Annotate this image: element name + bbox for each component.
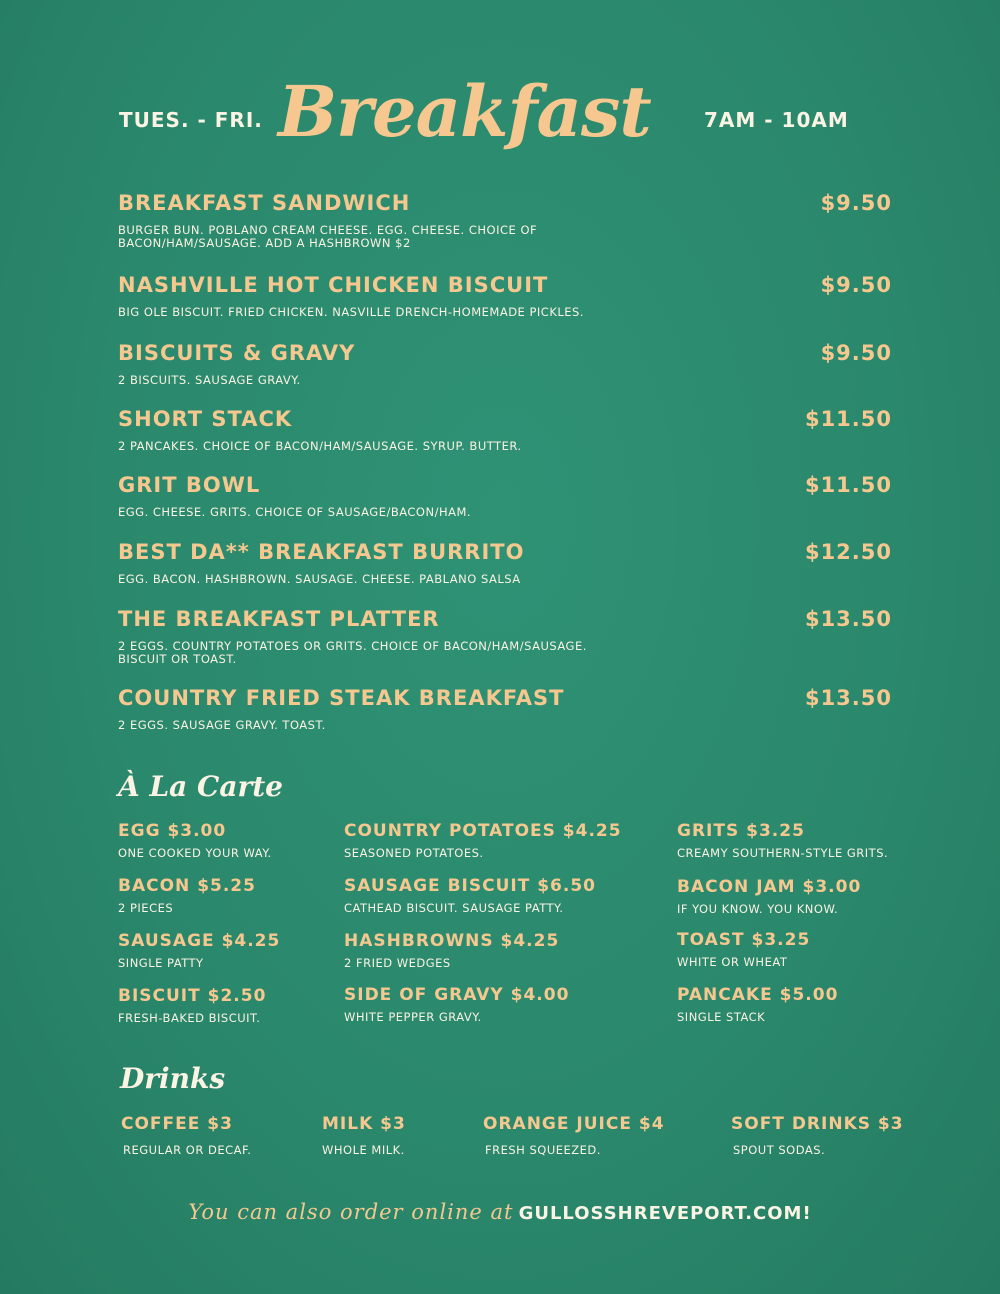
item-name: BACON $5.25: [118, 876, 256, 896]
item-name: BISCUIT $2.50: [118, 986, 267, 1006]
a-la-carte-item: [118, 876, 256, 915]
item-description: FRESH SQUEEZED.: [485, 1143, 601, 1157]
menu-item: [118, 607, 898, 666]
item-price: $13.50: [804, 686, 892, 710]
item-description: 2 FRIED WEDGES: [344, 956, 451, 970]
item-description: EGG. BACON. HASHBROWN. SAUSAGE. CHEESE. PABLANO SALSA: [118, 572, 521, 586]
item-description: 2 EGGS. SAUSAGE GRAVY. TOAST.: [118, 718, 326, 732]
drink-item: [121, 1114, 251, 1157]
item-description: 2 PIECES: [118, 901, 174, 915]
item-name: COUNTRY POTATOES $4.25: [344, 821, 622, 841]
a-la-carte-title: À La Carte: [118, 770, 283, 803]
item-name: SHORT STACK: [118, 407, 293, 431]
item-description: ONE COOKED YOUR WAY.: [118, 846, 272, 860]
item-name: BREAKFAST SANDWICH: [118, 191, 411, 215]
menu-item: [118, 191, 898, 250]
item-name: BEST DA** BREAKFAST BURRITO: [118, 540, 525, 564]
item-name: EGG $3.00: [118, 821, 227, 841]
item-name: SAUSAGE BISCUIT $6.50: [344, 876, 596, 896]
item-name: MILK $3: [322, 1114, 406, 1134]
drink-item: [322, 1114, 406, 1157]
item-description: CATHEAD BISCUIT. SAUSAGE PATTY.: [344, 901, 564, 915]
a-la-carte-item: [677, 821, 888, 860]
item-description: SPOUT SODAS.: [733, 1143, 826, 1157]
item-description: FRESH-BAKED BISCUIT.: [118, 1011, 261, 1025]
menu-title: Breakfast: [278, 70, 651, 153]
a-la-carte-item: [118, 986, 266, 1025]
item-name: GRITS $3.25: [677, 821, 805, 841]
item-price: $11.50: [804, 473, 892, 497]
menu-item: [118, 407, 898, 453]
drink-item: [483, 1114, 665, 1157]
a-la-carte-item: [677, 985, 838, 1024]
item-description: SINGLE PATTY: [118, 956, 204, 970]
item-description: IF YOU KNOW. YOU KNOW.: [677, 902, 839, 916]
a-la-carte-item: [344, 821, 622, 860]
item-description: SEASONED POTATOES.: [344, 846, 484, 860]
item-name: NASHVILLE HOT CHICKEN BISCUIT: [118, 273, 549, 297]
item-description: WHITE PEPPER GRAVY.: [344, 1010, 482, 1024]
item-description: EGG. CHEESE. GRITS. CHOICE OF SAUSAGE/BACON/HAM.: [118, 505, 472, 519]
item-description: SINGLE STACK: [677, 1010, 766, 1024]
a-la-carte-item: [344, 876, 596, 915]
a-la-carte-item: [677, 877, 861, 916]
item-price: $9.50: [820, 191, 892, 215]
item-name: TOAST $3.25: [677, 930, 811, 950]
menu-item: [118, 540, 898, 586]
a-la-carte-item: [344, 985, 569, 1024]
menu-item: [118, 341, 898, 387]
item-description: CREAMY SOUTHERN-STYLE GRITS.: [677, 846, 889, 860]
days-label: TUES. - FRI.: [119, 108, 263, 132]
menu-item: [118, 273, 898, 319]
item-name: THE BREAKFAST PLATTER: [118, 607, 440, 631]
a-la-carte-item: [344, 931, 559, 970]
item-name: GRIT BOWL: [118, 473, 261, 497]
item-name: PANCAKE $5.00: [677, 985, 839, 1005]
item-description: BURGER BUN. POBLANO CREAM CHEESE. EGG. CHEESE. CHOICE OF BACON/HAM/SAUSAGE. ADD A HASHBROWN $2: [118, 223, 538, 250]
a-la-carte-item: [118, 931, 280, 970]
menu-item: [118, 473, 898, 519]
item-name: SOFT DRINKS $3: [731, 1114, 904, 1134]
item-price: $13.50: [804, 607, 892, 631]
drinks-title: Drinks: [120, 1062, 226, 1095]
item-name: COUNTRY FRIED STEAK BREAKFAST: [118, 686, 565, 710]
footer: [0, 1200, 1000, 1224]
item-name: COFFEE $3: [121, 1114, 233, 1134]
item-price: $12.50: [804, 540, 892, 564]
item-description: WHOLE MILK.: [322, 1143, 405, 1157]
menu-header: [0, 70, 1000, 158]
item-description: WHITE OR WHEAT: [677, 955, 788, 969]
item-description: BIG OLE BISCUIT. FRIED CHICKEN. NASVILLE DRENCH-HOMEMADE PICKLES.: [118, 305, 584, 319]
item-name: BISCUITS & GRAVY: [118, 341, 356, 365]
item-description: 2 BISCUITS. SAUSAGE GRAVY.: [118, 373, 301, 387]
item-price: $9.50: [820, 341, 892, 365]
item-name: BACON JAM $3.00: [677, 877, 862, 897]
item-name: ORANGE JUICE $4: [483, 1114, 665, 1134]
item-name: SIDE OF GRAVY $4.00: [344, 985, 570, 1005]
menu-item: [118, 686, 898, 732]
website-link[interactable]: GULLOSSHREVEPORT.COM!: [518, 1203, 812, 1224]
hours-label: 7AM - 10AM: [704, 108, 849, 132]
item-description: 2 EGGS. COUNTRY POTATOES OR GRITS. CHOICE OF BACON/HAM/SAUSAGE. BISCUIT OR TOAST.: [118, 639, 587, 666]
footer-text: You can also order online at: [188, 1200, 514, 1224]
item-price: $11.50: [804, 407, 892, 431]
a-la-carte-item: [677, 930, 810, 969]
a-la-carte-item: [118, 821, 272, 860]
item-name: SAUSAGE $4.25: [118, 931, 281, 951]
drink-item: [731, 1114, 904, 1157]
item-description: 2 PANCAKES. CHOICE OF BACON/HAM/SAUSAGE. SYRUP. BUTTER.: [118, 439, 522, 453]
item-price: $9.50: [820, 273, 892, 297]
item-name: HASHBROWNS $4.25: [344, 931, 560, 951]
item-description: REGULAR OR DECAF.: [123, 1143, 252, 1157]
